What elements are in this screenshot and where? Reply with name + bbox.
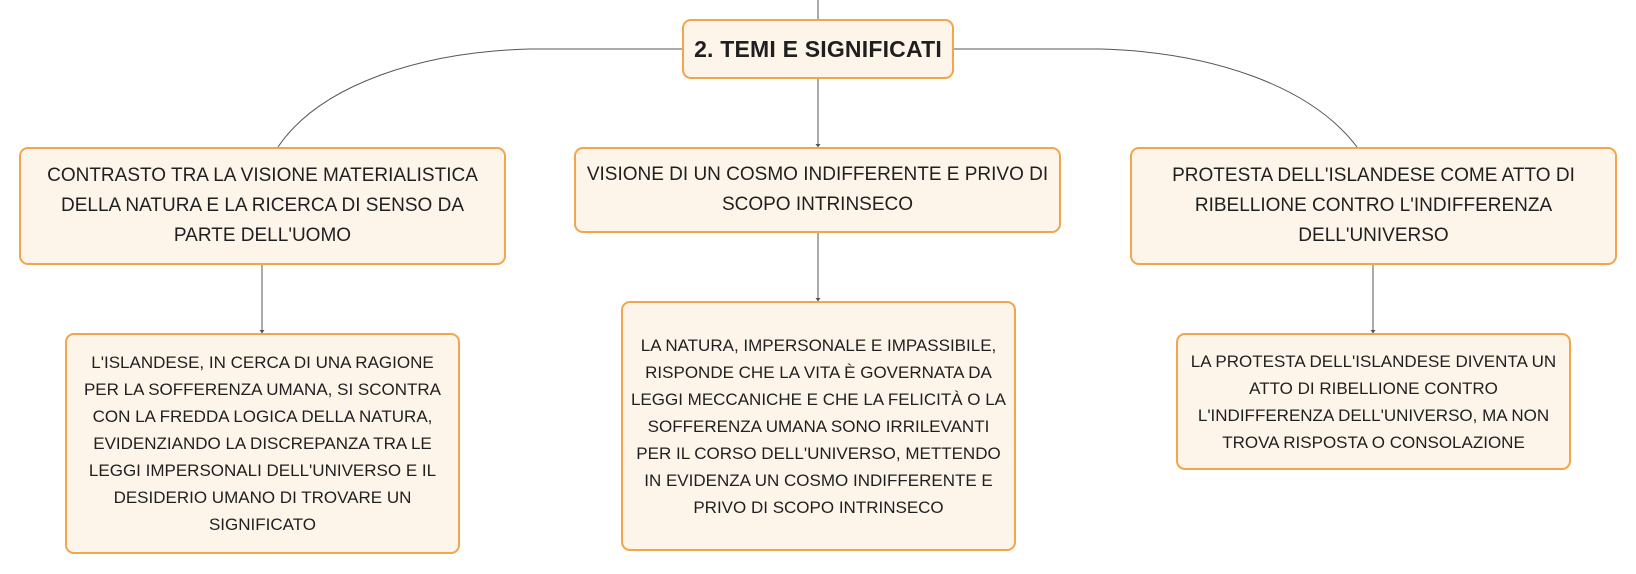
connector-root-to-theme-1 — [278, 49, 682, 147]
root-topic-node[interactable] — [682, 19, 954, 79]
theme-node-indifferent-cosmos[interactable] — [574, 147, 1061, 233]
root-topic-label: 2. TEMI E SIGNIFICATI — [694, 35, 942, 62]
detail-node-materialism[interactable] — [65, 333, 460, 554]
detail-text: LA NATURA, IMPERSONALE E IMPASSIBILE, RISPONDE CHE LA VITA È GOVERNATA DA LEGGI MECCANICHE E CHE LA FELICITÀ O LA SOFFERENZA UMANA SONO IRRILEVANTI PER IL CORSO DELL'UNIVERSO, METTENDO IN EVIDENZA UN COSMO INDIFFERENTE E PRIVO DI SCOPO INTRINSECO — [630, 335, 1007, 517]
theme-node-protest[interactable] — [1130, 147, 1617, 265]
theme-label: PROTESTA DELL'ISLANDESE COME ATTO DI RIBELLIONE CONTRO L'INDIFFERENZA DELL'UNIVERSO — [1172, 165, 1575, 246]
theme-node-materialism[interactable] — [19, 147, 506, 265]
detail-text: LA PROTESTA DELL'ISLANDESE DIVENTA UN ATTO DI RIBELLIONE CONTRO L'INDIFFERENZA DELL'UNIVERSO, MA NON TROVA RISPOSTA O CONSOLAZIONE — [1190, 351, 1557, 452]
connector-root-to-theme-3 — [954, 49, 1357, 147]
detail-node-protest[interactable] — [1176, 333, 1571, 470]
theme-label: VISIONE DI UN COSMO INDIFFERENTE E PRIVO DI SCOPO INTRINSECO — [586, 164, 1049, 215]
detail-text: L'ISLANDESE, IN CERCA DI UNA RAGIONE PER LA SOFFERENZA UMANA, SI SCONTRA CON LA FREDDA LOGICA DELLA NATURA, EVIDENZIANDO LA DISCREPANZA TRA LE LEGGI IMPERSONALI DELL'UNIVERSO E IL DESIDERIO UMANO DI TROVARE UN SIGNIFICATO — [83, 353, 442, 534]
detail-node-indifferent-cosmos[interactable] — [621, 301, 1016, 551]
theme-label: CONTRASTO TRA LA VISIONE MATERIALISTICA DELLA NATURA E LA RICERCA DI SENSO DA PARTE DELL'UOMO — [47, 165, 478, 246]
